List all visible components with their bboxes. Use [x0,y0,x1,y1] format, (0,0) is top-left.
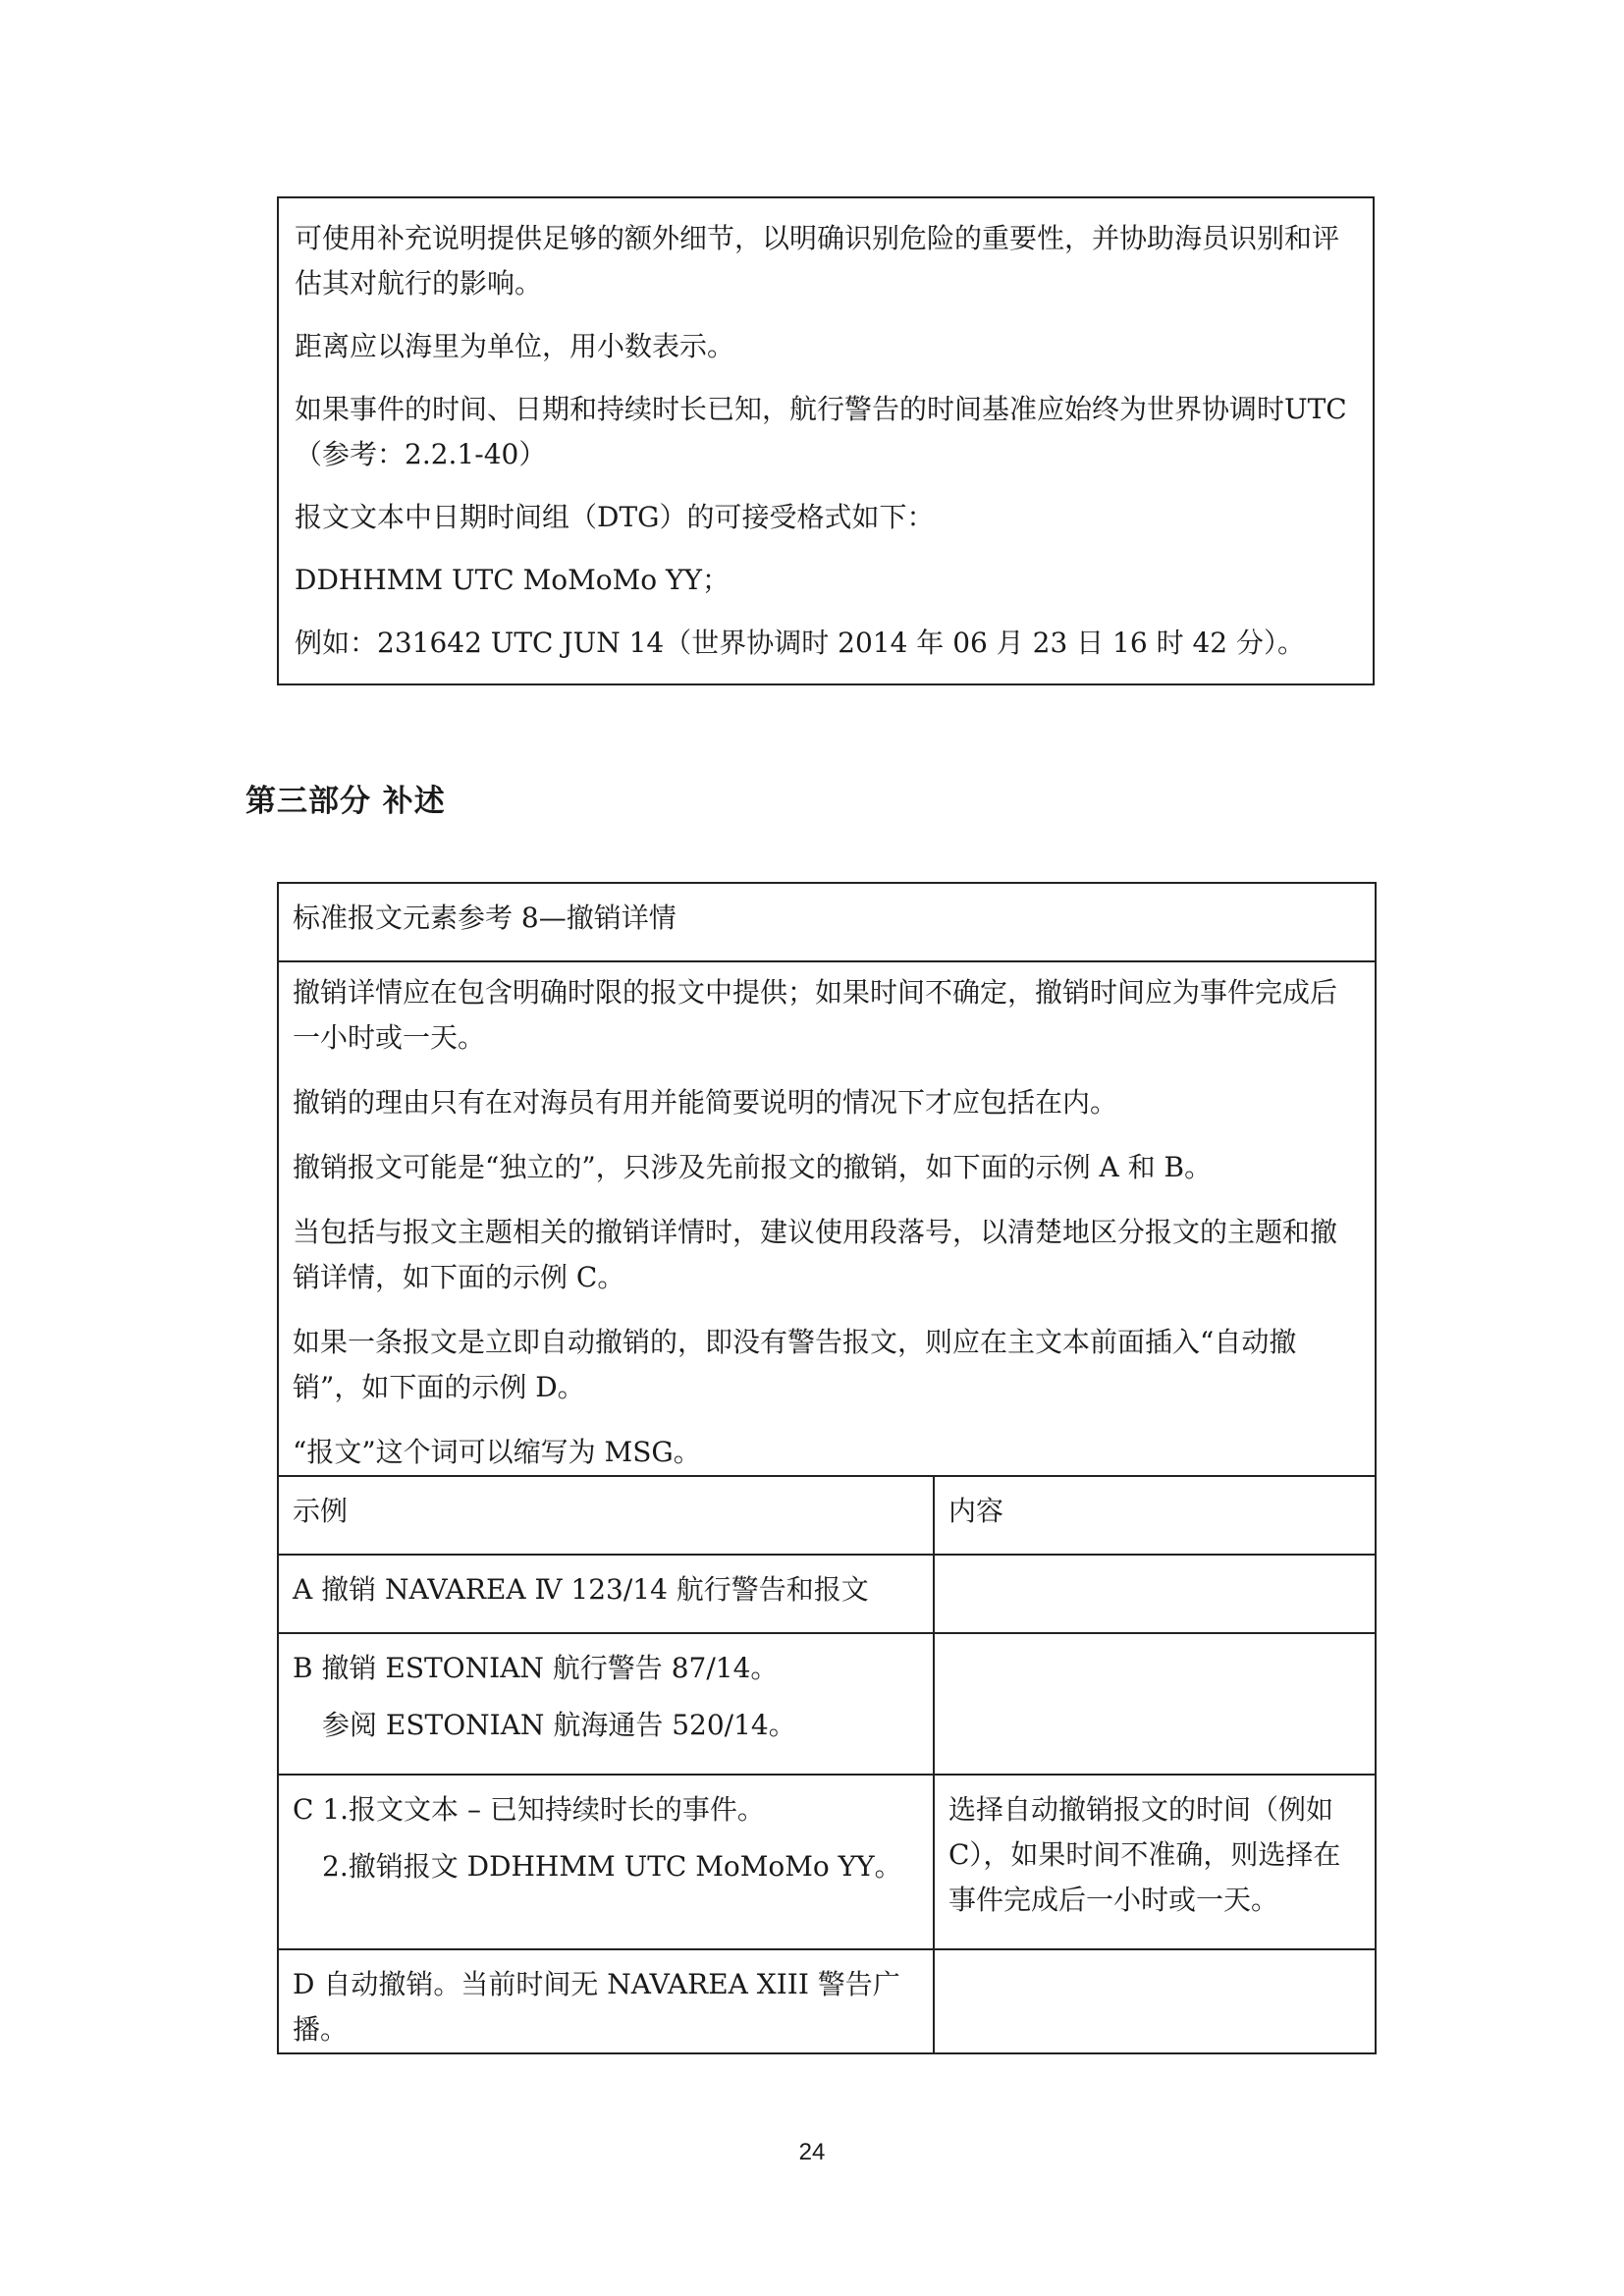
example-b-line1: B 撤销 ESTONIAN 航行警告 87/14。 [293,1652,779,1684]
content-d [934,1949,1376,2053]
paragraph-dtg-format-intro: 报文文本中日期时间组（DTG）的可接受格式如下： [295,501,935,533]
example-c-line2: 2.撤销报文 DDHHMM UTC MoMoMo YY。 [322,1850,902,1883]
table-title: 标准报文元素参考 8—撤销详情 [278,883,1376,961]
column-header-example: 示例 [278,1476,934,1555]
description-paragraph: 撤销的理由只有在对海员有用并能简要说明的情况下才应包括在内。 [293,1086,1118,1119]
description-paragraph: 撤销报文可能是“独立的”，只涉及先前报文的撤销，如下面的示例 A 和 B。 [293,1151,1213,1183]
example-b [278,1633,934,1775]
content-b [934,1633,1376,1775]
table-row [278,1775,1376,1949]
cancellation-details-table [277,882,1377,2054]
content-a [934,1555,1376,1633]
example-c-line1: C 1.报文文本 – 已知持续时长的事件。 [293,1793,765,1826]
page-number: 24 [798,2139,826,2165]
table-row [278,1949,1376,2053]
paragraph-distance-units: 距离应以海里为单位，用小数表示。 [295,330,735,362]
description-paragraph: 如果一条报文是立即自动撤销的，即没有警告报文，则应在主文本前面插入“自动撤销”，如下面的示例 D。 [293,1326,1297,1403]
description-paragraph: 撤销详情应在包含明确时限的报文中提供；如果时间不确定，撤销时间应为事件完成后一小时或一天。 [293,976,1338,1054]
description-paragraph: 当包括与报文主题相关的撤销详情时，建议使用段落号，以清楚地区分报文的主题和撤销详情，如下面的示例 C。 [293,1216,1338,1293]
section-heading: 第三部分 补述 [245,784,446,819]
content-c: 选择自动撤销报文的时间（例如C），如果时间不准确，则选择在事件完成后一小时或一天。 [934,1775,1376,1949]
column-header-content: 内容 [934,1476,1376,1555]
description-paragraph: “报文”这个词可以缩写为 MSG。 [293,1436,701,1468]
example-b-line2: 参阅 ESTONIAN 航海通告 520/14。 [322,1709,796,1741]
table-row [278,1633,1376,1775]
table-description [278,961,1376,1476]
example-c [278,1775,934,1949]
paragraph-time-reference: 如果事件的时间、日期和持续时长已知，航行警告的时间基准应始终为世界协调时UTC（参考：2.2.1-40） [295,393,1347,470]
table-row [278,1555,1376,1633]
paragraph-dtg-example: 例如：231642 UTC JUN 14（世界协调时 2014 年 06 月 23 日 16 时 42 分）。 [295,627,1306,659]
example-a: A 撤销 NAVAREA Ⅳ 123/14 航行警告和报文 [278,1555,934,1633]
paragraph-dtg-format: DDHHMM UTC MoMoMo YY； [295,564,731,596]
example-d: D 自动撤销。当前时间无 NAVAREA XIII 警告广播。 [278,1949,934,2053]
top-text-box [277,196,1375,685]
paragraph-supplementary-note: 可使用补充说明提供足够的额外细节，以明确识别危险的重要性，并协助海员识别和评估其对航行的影响。 [295,222,1340,300]
